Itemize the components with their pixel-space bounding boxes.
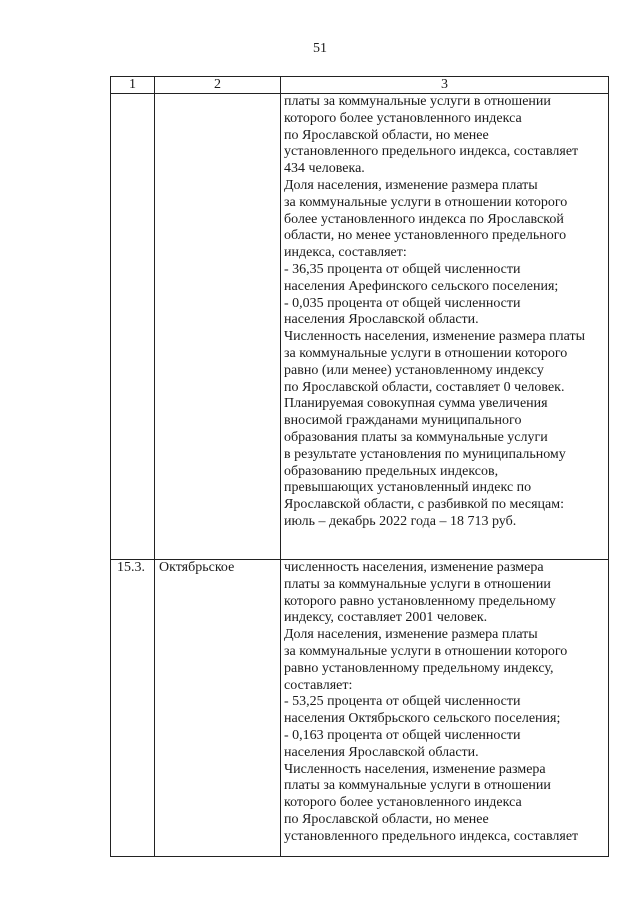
description-line: которого более установленного индекса bbox=[284, 110, 522, 126]
row-number-cell: 15.3. bbox=[111, 560, 155, 857]
description-line: - 53,25 процента от общей численности bbox=[284, 694, 521, 710]
description-line: - 0,035 процента от общей численности bbox=[284, 295, 521, 311]
table-header-row bbox=[111, 77, 609, 94]
document-table bbox=[110, 76, 609, 857]
description-cell bbox=[281, 560, 609, 857]
description-line: равно (или менее) установленному индексу bbox=[284, 362, 544, 378]
description-line: по Ярославской области, составляет 0 человек. bbox=[284, 379, 565, 395]
description-line: более установленного индекса по Ярославской bbox=[284, 211, 564, 227]
description-line: населения Октябрьского сельского поселения; bbox=[284, 711, 561, 727]
row-number-cell bbox=[111, 94, 155, 560]
description-line: по Ярославской области, но менее bbox=[284, 811, 489, 827]
description-line: населения Арефинского сельского поселения; bbox=[284, 278, 559, 294]
page-number: 51 bbox=[313, 41, 327, 56]
description-line: области, но менее установленного предельного bbox=[284, 228, 567, 244]
description-line: которого более установленного индекса bbox=[284, 795, 522, 811]
description-line: Планируемая совокупная сумма увеличения bbox=[284, 396, 548, 412]
description-line: составляет: bbox=[284, 677, 353, 693]
description-line: равно установленному предельному индексу, bbox=[284, 660, 554, 676]
header-cell-1: 1 bbox=[111, 77, 155, 94]
description-line: превышающих установленный индекс по bbox=[284, 480, 532, 496]
description-line: за коммунальные услуги в отношении которого bbox=[284, 194, 568, 210]
description-line: платы за коммунальные услуги в отношении bbox=[284, 94, 551, 109]
description-line: образования платы за коммунальные услуги bbox=[284, 429, 548, 445]
description-line: за коммунальные услуги в отношении которого bbox=[284, 345, 568, 361]
description-line: платы за коммунальные услуги в отношении bbox=[284, 778, 551, 794]
description-line: численность населения, изменение размера bbox=[284, 560, 544, 575]
description-line: населения Ярославской области. bbox=[284, 312, 479, 328]
description-line: Доля населения, изменение размера платы bbox=[284, 177, 538, 193]
description-line: индексу, составляет 2001 человек. bbox=[284, 610, 488, 626]
description-line: которого равно установленному предельному bbox=[284, 593, 556, 609]
description-line: - 36,35 процента от общей численности bbox=[284, 261, 521, 277]
description-line: вносимой гражданами муниципального bbox=[284, 413, 522, 429]
table-row bbox=[111, 94, 609, 560]
description-line: в результате установления по муниципальному bbox=[284, 446, 566, 462]
table-row bbox=[111, 560, 609, 857]
header-cell-2: 2 bbox=[155, 77, 281, 94]
description-line: - 0,163 процента от общей численности bbox=[284, 727, 521, 743]
settlement-name-cell: Октябрьское bbox=[155, 560, 281, 857]
description-line: установленного предельного индекса, составляет bbox=[284, 828, 579, 844]
description-line: Численность населения, изменение размера bbox=[284, 761, 546, 777]
description-line: платы за коммунальные услуги в отношении bbox=[284, 576, 551, 592]
description-line: Ярославской области, с разбивкой по месяцам: bbox=[284, 497, 565, 513]
description-line: июль – декабрь 2022 года – 18 713 руб. bbox=[284, 513, 517, 529]
description-line: Доля населения, изменение размера платы bbox=[284, 627, 538, 643]
description-cell bbox=[281, 94, 609, 560]
description-line: индекса, составляет: bbox=[284, 245, 407, 261]
description-line: по Ярославской области, но менее bbox=[284, 127, 489, 143]
description-line: Численность населения, изменение размера платы bbox=[284, 329, 585, 345]
description-line: за коммунальные услуги в отношении которого bbox=[284, 643, 568, 659]
description-line: 434 человека. bbox=[284, 161, 365, 177]
description-line: установленного предельного индекса, составляет bbox=[284, 144, 579, 160]
settlement-name-cell bbox=[155, 94, 281, 560]
description-line: образованию предельных индексов, bbox=[284, 463, 499, 479]
header-cell-3: 3 bbox=[281, 77, 609, 94]
description-line: населения Ярославской области. bbox=[284, 744, 479, 760]
